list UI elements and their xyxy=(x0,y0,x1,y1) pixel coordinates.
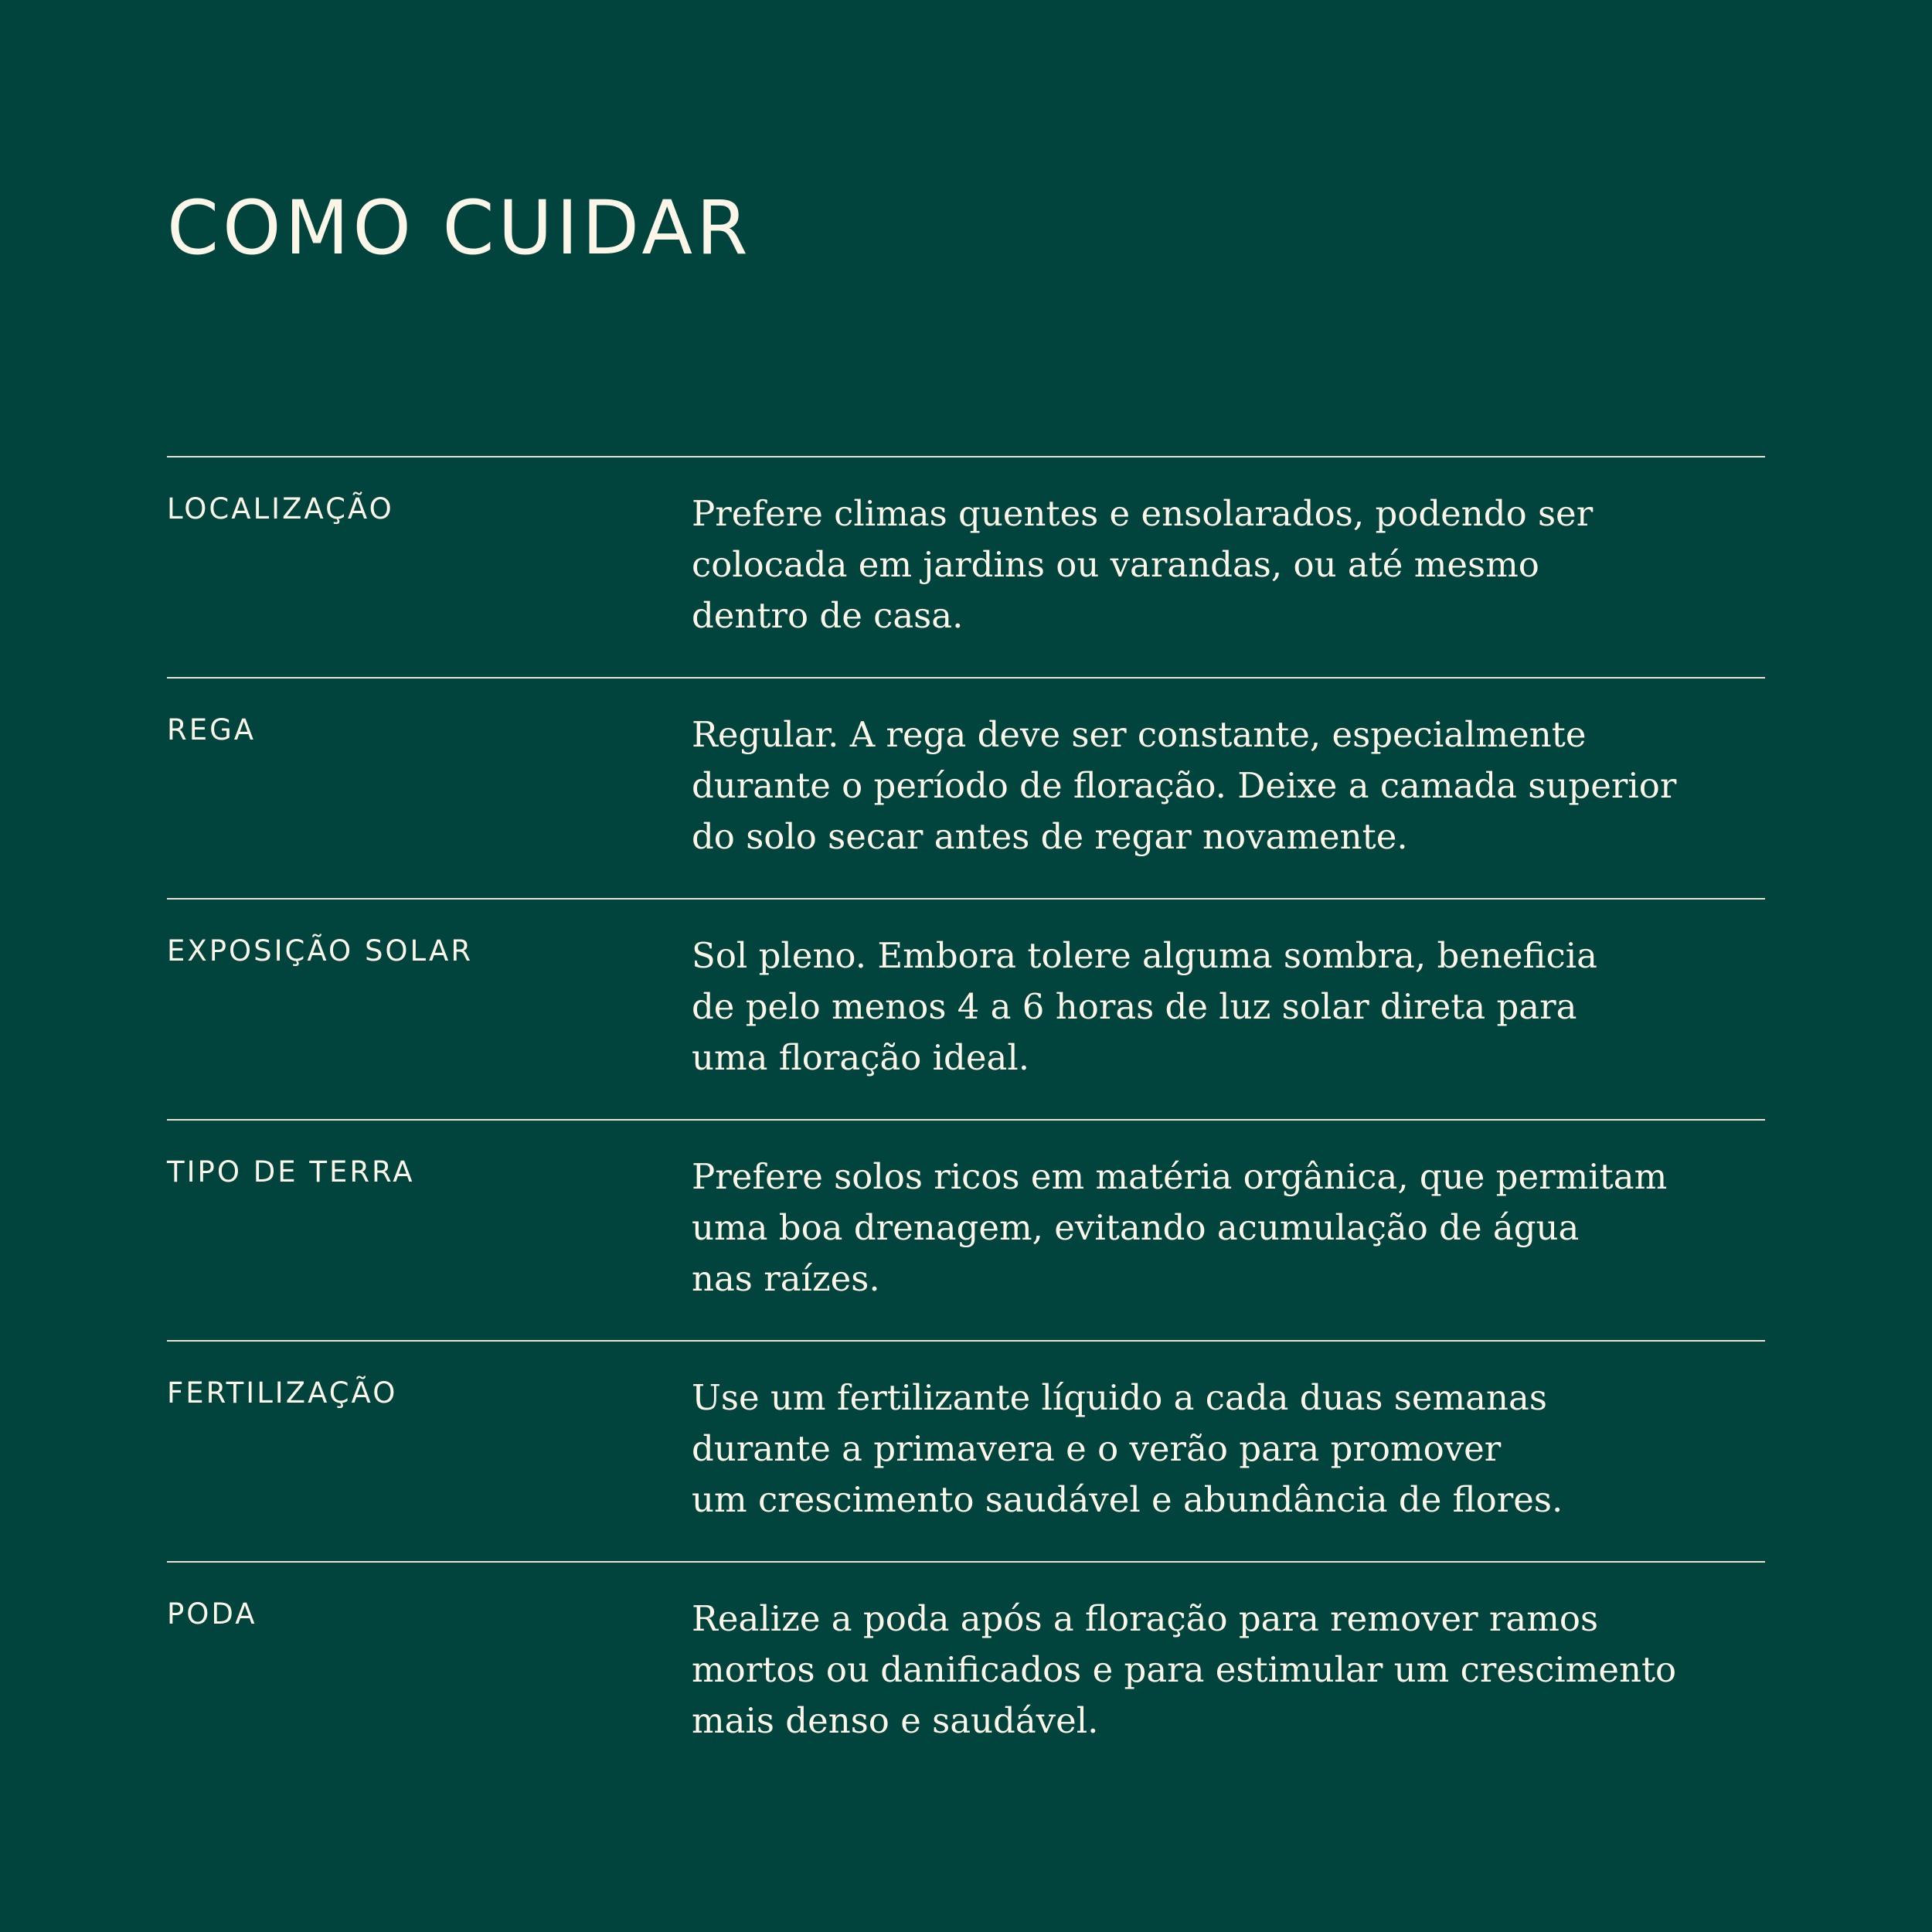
care-description xyxy=(692,1372,1766,1526)
care-row-location xyxy=(167,456,1765,677)
care-description-line: durante o período de floração. Deixe a camada superior xyxy=(692,765,1677,806)
care-row-fertilization xyxy=(167,1340,1765,1561)
care-table xyxy=(167,456,1765,1782)
care-row-soil-type xyxy=(167,1119,1765,1340)
care-row-sun-exposure xyxy=(167,898,1765,1119)
care-label: FERTILIZAÇÃO xyxy=(167,1376,398,1410)
care-description-line: Prefere climas quentes e ensolarados, podendo ser xyxy=(692,493,1594,534)
care-description-line: dentro de casa. xyxy=(692,595,964,636)
care-label: EXPOSIÇÃO SOLAR xyxy=(167,934,474,968)
care-description-line: Regular. A rega deve ser constante, especialmente xyxy=(692,714,1587,755)
care-description xyxy=(692,488,1766,641)
care-description-line: colocada em jardins ou varandas, ou até mesmo xyxy=(692,544,1539,585)
care-description-line: Sol pleno. Embora tolere alguma sombra, beneficia xyxy=(692,935,1597,976)
care-description-line: uma floração ideal. xyxy=(692,1037,1030,1078)
care-description-line: nas raízes. xyxy=(692,1258,880,1299)
care-description-line: mortos ou danificados e para estimular um crescimento xyxy=(692,1649,1677,1690)
page-title: COMO CUIDAR xyxy=(167,185,752,271)
care-label: LOCALIZAÇÃO xyxy=(167,492,394,526)
care-description xyxy=(692,930,1766,1083)
care-label: PODA xyxy=(167,1597,257,1631)
care-description-line: mais denso e saudável. xyxy=(692,1700,1099,1741)
care-label: TIPO DE TERRA xyxy=(167,1155,415,1189)
care-row-watering xyxy=(167,677,1765,898)
care-description-line: Use um fertilizante líquido a cada duas semanas xyxy=(692,1377,1547,1418)
care-description xyxy=(692,1594,1766,1747)
care-description-line: Realize a poda após a floração para remover ramos xyxy=(692,1598,1599,1639)
care-description-line: de pelo menos 4 a 6 horas de luz solar direta para xyxy=(692,986,1577,1027)
care-description xyxy=(692,1151,1766,1304)
care-label: REGA xyxy=(167,713,257,747)
care-description-line: Prefere solos ricos em matéria orgânica, que permitam xyxy=(692,1156,1668,1197)
care-row-pruning xyxy=(167,1561,1765,1782)
care-description xyxy=(692,709,1766,862)
care-description-line: um crescimento saudável e abundância de flores. xyxy=(692,1479,1563,1520)
care-description-line: durante a primavera e o verão para promover xyxy=(692,1428,1502,1469)
care-description-line: do solo secar antes de regar novamente. xyxy=(692,816,1408,857)
care-description-line: uma boa drenagem, evitando acumulação de água xyxy=(692,1207,1580,1248)
